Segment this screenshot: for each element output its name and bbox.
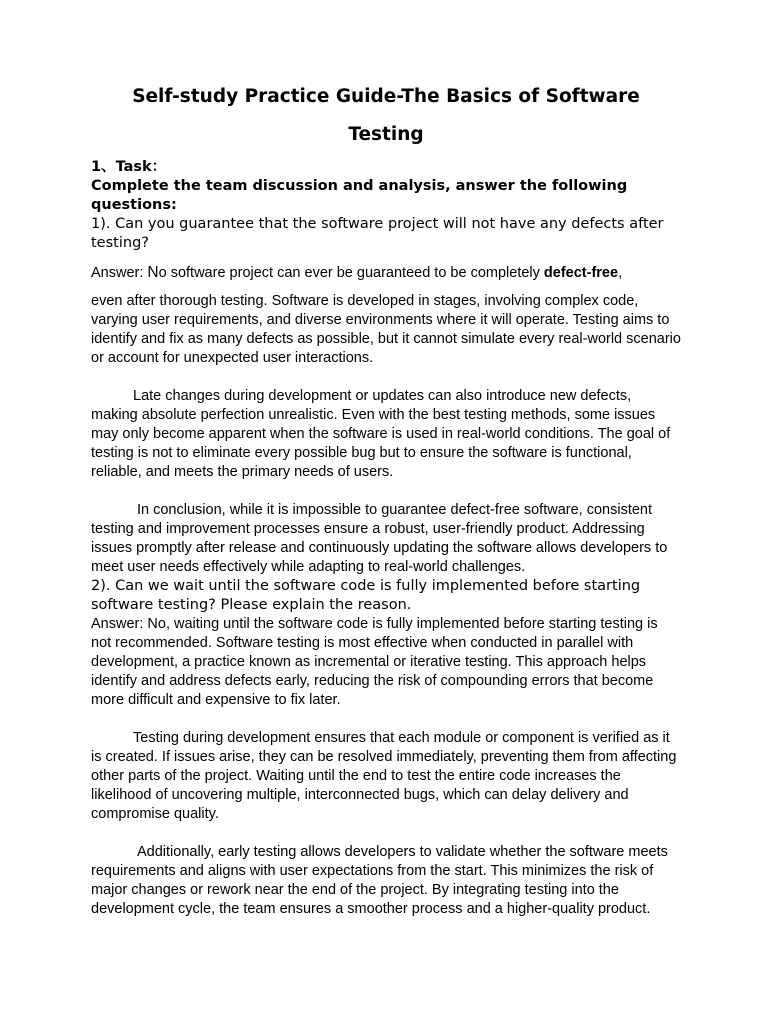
answer-2-paragraph-1: Answer: No, waiting until the software code is fully implemented before starting testing is not recommended. Software testing is most effective when conducted in parallel with development, a practice known as incremental or iterative testing. This approach helps identify and address defects early, reducing the risk of compounding errors that become more difficult and expensive to fix later. — [91, 616, 658, 708]
answer-1-first-sentence: o software project can ever be guaranteed to be completely — [158, 265, 544, 281]
answer-1-comma: , — [618, 265, 623, 281]
question-2: 2). Can we wait until the software code is fully implemented before starting software testing? Please explain the reason. — [91, 578, 641, 613]
document-title — [85, 78, 687, 154]
answer-1-prefix: Answer: — [91, 265, 148, 281]
answer-1-paragraph-2: Late changes during development or updates can also introduce new defects, making absolute perfection unrealistic. Even with the best testing methods, some issues may only become apparent when the software is used in real-world conditions. The goal of testing is not to eliminate every possible bug but to ensure the software is functional, reliable, and meets the primary needs of users. — [91, 388, 671, 480]
task-label: 1、Task： — [91, 159, 167, 175]
title-line-2: Testing — [348, 124, 424, 145]
document-page — [91, 78, 681, 919]
answer-1-paragraph-1: even after thorough testing. Software is developed in stages, involving complex code, varying user requirements, and diverse environments where it will operate. Testing aims to identify and fix as many defects as possible, but it cannot simulate every real-world scenario or account for unexpected user interactions. — [91, 293, 681, 366]
answer-2-paragraph-2: Testing during development ensures that each module or component is verified as it is created. If issues arise, they can be resolved immediately, preventing them from affecting other parts of the project. Waiting until the end to test the entire code increases the likelihood of uncovering multiple, interconnected bugs, which can delay delivery and compromise quality. — [91, 730, 677, 822]
answer-1-paragraph-3: In conclusion, while it is impossible to guarantee defect-free software, consistent testing and improvement processes ensure a robust, user-friendly product. Addressing issues promptly after release and continuously updating the software allows developers to meet user needs effectively while adapting to real-world challenges. — [91, 502, 668, 575]
answer-1-bold-term: defect-free — [543, 265, 619, 281]
task-instruction: Complete the team discussion and analysis, answer the following questions: — [91, 178, 628, 213]
answer-1-lead-letter: N — [147, 264, 159, 281]
question-1: 1). Can you guarantee that the software project will not have any defects after testing? — [91, 216, 664, 251]
title-line-1: Self-study Practice Guide-The Basics of Software — [132, 86, 640, 107]
answer-1-lead — [91, 263, 681, 283]
answer-2-paragraph-3: Additionally, early testing allows developers to validate whether the software meets requirements and aligns with user expectations from the start. This minimizes the risk of major changes or rework near the end of the project. By integrating testing into the development cycle, the team ensures a smoother process and a higher-quality product. — [91, 844, 668, 917]
